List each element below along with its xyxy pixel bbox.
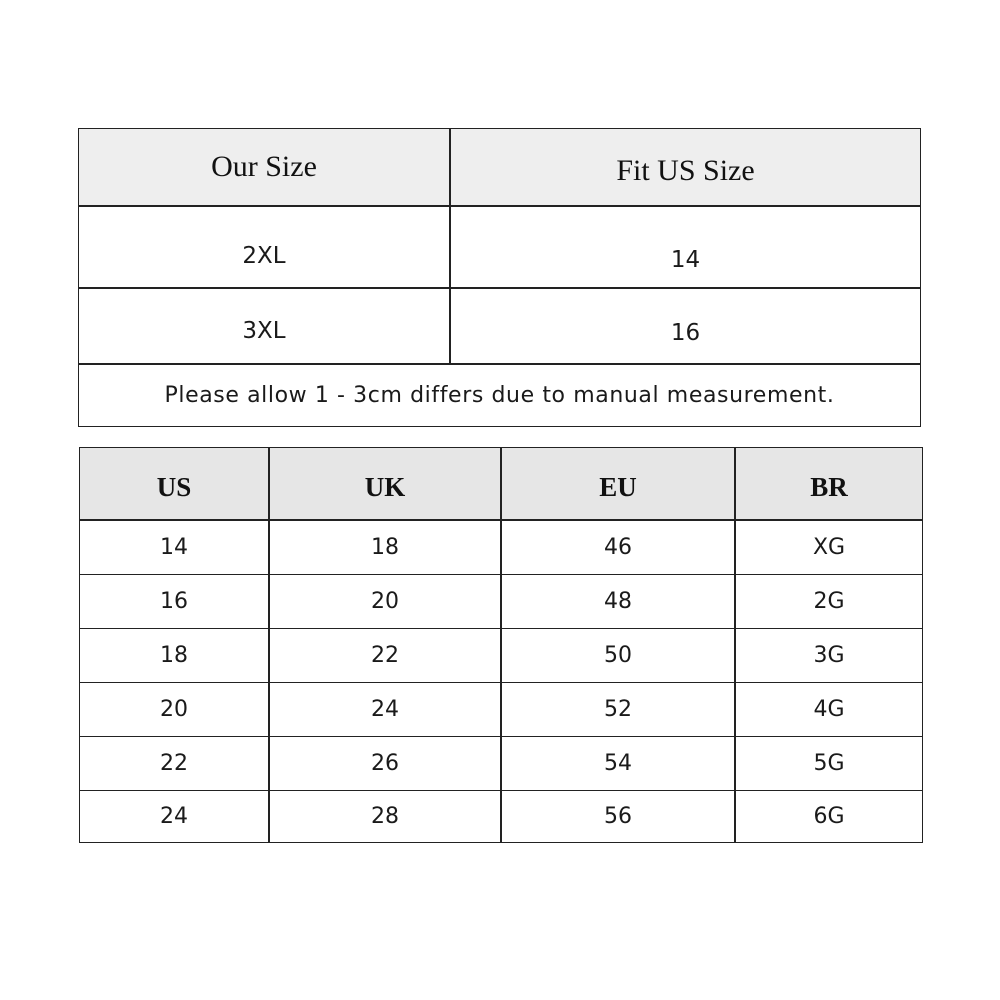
header-us: US [156, 472, 192, 502]
br-cell: 2G [813, 589, 845, 614]
header-fit-us-size: Fit US Size [616, 154, 755, 187]
header-eu: EU [599, 472, 637, 502]
uk-cell: 24 [371, 697, 399, 722]
eu-cell: 54 [604, 751, 632, 776]
us-cell: 24 [160, 804, 188, 829]
br-cell: 6G [813, 804, 845, 829]
br-cell: 5G [813, 751, 845, 776]
fit-us-size-cell: 14 [670, 247, 701, 273]
our-size-cell: 2XL [242, 243, 286, 269]
us-cell: 16 [160, 589, 188, 614]
eu-cell: 52 [604, 697, 632, 722]
uk-cell: 22 [371, 643, 399, 668]
uk-cell: 20 [371, 589, 399, 614]
eu-cell: 46 [604, 535, 632, 560]
uk-cell: 26 [371, 751, 399, 776]
eu-cell: 56 [604, 804, 632, 829]
header-our-size: Our Size [211, 150, 317, 183]
fit-us-size-cell: 16 [670, 320, 701, 346]
our-size-cell: 3XL [242, 318, 286, 344]
eu-cell: 48 [604, 589, 632, 614]
us-cell: 14 [160, 535, 188, 560]
uk-cell: 18 [371, 535, 399, 560]
header-uk: UK [364, 472, 406, 502]
header-br: BR [810, 472, 848, 502]
us-cell: 22 [160, 751, 188, 776]
br-cell: 3G [813, 643, 845, 668]
eu-cell: 50 [604, 643, 632, 668]
us-cell: 20 [160, 697, 188, 722]
measurement-note: Please allow 1 - 3cm differs due to manual measurement. [164, 383, 835, 408]
br-cell: 4G [813, 697, 845, 722]
size-conversion-table [79, 447, 923, 843]
uk-cell: 28 [371, 804, 399, 829]
br-cell: XG [812, 535, 846, 560]
size-fit-table [78, 128, 921, 427]
us-cell: 18 [160, 643, 188, 668]
